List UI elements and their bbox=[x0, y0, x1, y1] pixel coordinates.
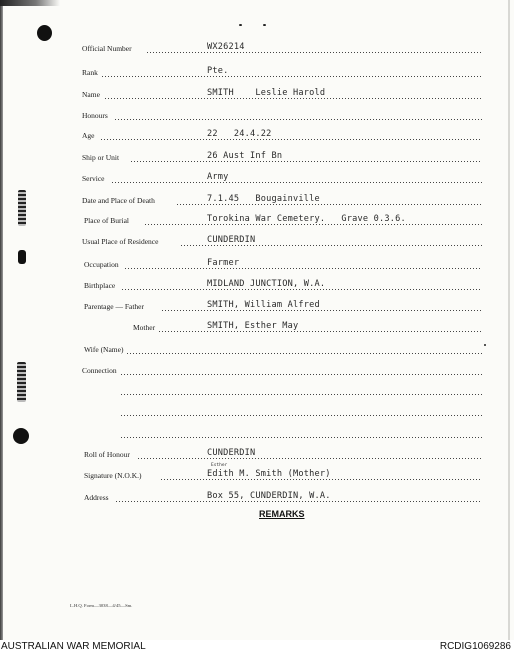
field-value: 7.1.45 Bougainville bbox=[207, 194, 320, 204]
field-label: Place of Burial bbox=[84, 216, 129, 225]
dotted-line bbox=[126, 353, 482, 354]
field-label: Signature (N.O.K.) bbox=[84, 471, 142, 480]
connection-continuation-line bbox=[0, 405, 514, 419]
field-parentage-father bbox=[0, 300, 514, 314]
field-connection bbox=[0, 364, 514, 378]
field-ship-or-unit bbox=[0, 151, 514, 165]
field-parentage-mother bbox=[0, 321, 514, 335]
field-label: Wife (Name) bbox=[84, 345, 124, 354]
dotted-line bbox=[161, 310, 482, 311]
scan-speck bbox=[263, 24, 266, 26]
field-value: Box 55, CUNDERDIN, W.A. bbox=[207, 491, 331, 501]
field-label: Honours bbox=[82, 111, 108, 120]
dotted-line bbox=[120, 374, 482, 375]
field-value: WX26214 bbox=[207, 42, 245, 52]
field-place-of-burial bbox=[0, 214, 514, 228]
field-value: Edith M. Smith (Mother) bbox=[207, 469, 331, 479]
field-label: Name bbox=[82, 90, 100, 99]
field-signature-nok bbox=[0, 463, 514, 483]
field-value: CUNDERDIN bbox=[207, 448, 256, 458]
form-code: L.H.Q. Form—3038—4/45—Sm. bbox=[70, 603, 133, 608]
dotted-line bbox=[130, 161, 482, 162]
institution-name: AUSTRALIAN WAR MEMORIAL bbox=[1, 641, 146, 652]
dotted-line bbox=[111, 182, 482, 183]
field-birthplace bbox=[0, 279, 514, 293]
field-date-place-of-death bbox=[0, 194, 514, 208]
field-value: Army bbox=[207, 172, 229, 182]
field-label: Ship or Unit bbox=[82, 153, 120, 162]
remarks-heading: REMARKS bbox=[259, 509, 305, 519]
field-value: MIDLAND JUNCTION, W.A. bbox=[207, 279, 326, 289]
handwritten-correction: Esther bbox=[211, 463, 228, 468]
dotted-line bbox=[158, 331, 482, 332]
field-honours bbox=[0, 109, 514, 123]
field-age bbox=[0, 129, 514, 143]
dotted-line bbox=[124, 268, 482, 269]
field-label: Rank bbox=[82, 68, 98, 77]
field-roll-of-honour bbox=[0, 448, 514, 462]
field-value: SMITH, Esther May bbox=[207, 321, 299, 331]
field-wife bbox=[0, 343, 514, 357]
field-usual-residence bbox=[0, 235, 514, 249]
dotted-line bbox=[121, 289, 482, 290]
field-value: 22 24.4.22 bbox=[207, 129, 272, 139]
archive-footer bbox=[0, 640, 514, 654]
field-label: Mother bbox=[133, 323, 156, 332]
dotted-line bbox=[176, 204, 482, 205]
dotted-line bbox=[144, 224, 482, 225]
field-label: Date and Place of Death bbox=[82, 196, 155, 205]
connection-continuation-line bbox=[0, 427, 514, 441]
dotted-line bbox=[180, 245, 482, 246]
dotted-line bbox=[104, 98, 482, 99]
field-official-number bbox=[0, 42, 514, 56]
connection-continuation-line bbox=[0, 384, 514, 398]
reference-number: RCDIG1069286 bbox=[439, 641, 511, 652]
field-label: Connection bbox=[82, 366, 117, 375]
dotted-line bbox=[120, 415, 482, 416]
field-value: SMITH Leslie Harold bbox=[207, 88, 326, 98]
field-label: Usual Place of Residence bbox=[82, 237, 159, 246]
dotted-line bbox=[101, 76, 482, 77]
field-value: Pte. bbox=[207, 66, 229, 76]
dotted-line bbox=[120, 437, 482, 438]
dotted-line bbox=[120, 394, 482, 395]
field-value: CUNDERDIN bbox=[207, 235, 256, 245]
scan-edge-top bbox=[0, 0, 60, 6]
dotted-line bbox=[100, 139, 482, 140]
dotted-line bbox=[115, 501, 482, 502]
dotted-line bbox=[114, 119, 482, 120]
field-label: Birthplace bbox=[84, 281, 116, 290]
field-address bbox=[0, 491, 514, 505]
field-label: Occupation bbox=[84, 260, 119, 269]
punch-hole-top-icon bbox=[37, 25, 52, 41]
field-name bbox=[0, 88, 514, 102]
field-label: Official Number bbox=[82, 44, 132, 53]
dotted-line bbox=[146, 52, 482, 53]
field-value: SMITH, William Alfred bbox=[207, 300, 320, 310]
dotted-line bbox=[137, 458, 482, 459]
field-value: 26 Aust Inf Bn bbox=[207, 151, 283, 161]
field-occupation bbox=[0, 258, 514, 272]
field-rank bbox=[0, 66, 514, 80]
field-label: Parentage — Father bbox=[84, 302, 144, 311]
scan-speck bbox=[239, 24, 242, 26]
dotted-line bbox=[160, 479, 482, 480]
field-label: Roll of Honour bbox=[84, 450, 130, 459]
field-service bbox=[0, 172, 514, 186]
field-label: Age bbox=[82, 131, 95, 140]
field-value: Torokina War Cemetery. Grave 0.3.6. bbox=[207, 214, 406, 224]
field-label: Address bbox=[84, 493, 109, 502]
field-label: Service bbox=[82, 174, 105, 183]
field-value: Farmer bbox=[207, 258, 240, 268]
